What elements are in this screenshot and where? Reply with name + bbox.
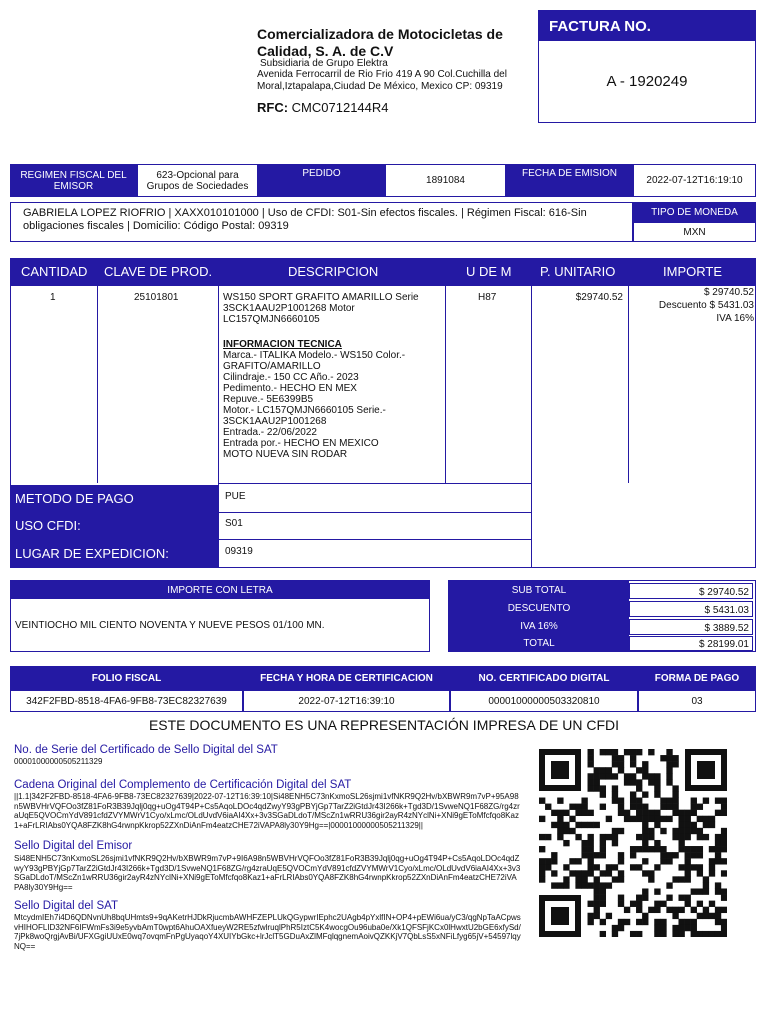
col-unitario: P. UNITARIO (540, 264, 616, 279)
items-header (10, 258, 756, 285)
uso-label: USO CFDI: (10, 512, 218, 539)
forma-label: FORMA DE PAGO (638, 666, 756, 690)
info-line: Pedimento.- HECHO EN MEX (223, 383, 357, 394)
item-importe (629, 286, 755, 325)
moneda-value: MXN (633, 222, 756, 242)
desc-line: LC157QMJN6660105 (223, 314, 320, 325)
pedido-value: 1891084 (385, 164, 506, 197)
col-descripcion: DESCRIPCION (288, 264, 379, 279)
total-value: $ 29740.52 (629, 583, 753, 599)
sat-label: Sello Digital del SAT (14, 900, 118, 912)
col-cantidad: CANTIDAD (21, 264, 88, 279)
total-value: $ 3889.52 (629, 619, 753, 635)
receptor-info: GABRIELA LOPEZ RIOFRIO | XAXX010101000 | Uso de CFDI: S01-Sin efectos fiscales. | Régimen Fiscal: 616-Sin obligaciones fiscales | Domicilio: Código Postal: 09319 (10, 202, 633, 242)
desc-line: WS150 SPORT GRAFITO AMARILLO Serie (223, 292, 419, 303)
folio-label: FOLIO FISCAL (10, 666, 243, 690)
invoice-label: FACTURA NO. (539, 11, 755, 41)
info-tecnica-title: INFORMACION TECNICA (223, 339, 342, 350)
lugar-label: LUGAR DE EXPEDICION: (10, 539, 218, 568)
invoice-number: A - 1920249 (606, 73, 688, 90)
emisor-label: Sello Digital del Emisor (14, 840, 133, 852)
importe-letra-value: VEINTIOCHO MIL CIENTO NOVENTA Y NUEVE PESOS 01/100 MN. (15, 620, 325, 631)
item-unitario: $29740.52 (575, 292, 623, 303)
nocert-label: NO. CERTIFICADO DIGITAL (450, 666, 638, 690)
info-line: Entrada por.- HECHO EN MEXICO (223, 438, 379, 449)
invoice-number-box (538, 10, 756, 123)
metodo-label: METODO DE PAGO (10, 485, 218, 512)
info-line: Cilindraje.- 150 CC Año.- 2023 (223, 372, 359, 383)
item-clave: 25101801 (134, 292, 179, 303)
address-line2: Moral,Iztapalapa,Ciudad De México, Mexico CP: 09319 (257, 81, 503, 92)
cadena-value: ||1.1|342F2FBD-8518-4FA6-9FB8-73EC82327639|2022-07-12T16:39:10|Si48ENH5C73nKxmoSL26sjmi1vfNKR9Q2Hv/bXBWR9m7vP+95A98n5WBVHrVQFOo3fZ81FoR3B39Jqlj0qg+uOg4T94P+Cs5AqoLDOc4qdZwyY93gPBYjGp7TarZ2iGtdJr43I266k+Tgd3D/1SvweNQ1F68ZG/rg4zraUqE5QVOCmYdV891cfdZVYMWrV1Cyo/xLmc/OLdUvdV6iaAI4Xx+3v3SGaDLdoT/MScZn1wRRU36gir2ayR4zNYclNi+XNi9gEToMfcfqo8Kaz1+aFrLRIAbs0YQA8FZK8hG4rwnpKkrop52ZXnDiAnFm4eatzCHE72iVAPA8ly30Y9Hg==|00001000000505211329|| (14, 792, 520, 830)
info-line: 3SCK1AAU2P1001268 (223, 416, 327, 427)
info-line: Repuve.- 5E6399B5 (223, 394, 314, 405)
company-address (257, 69, 507, 93)
regimen-label: REGIMEN FISCAL DEL EMISOR (10, 164, 137, 197)
total-row (449, 581, 755, 599)
importe-letra-box (10, 580, 430, 652)
company-rfc (257, 100, 389, 115)
importe-line: IVA 16% (716, 313, 754, 324)
total-label: IVA 16% (449, 617, 629, 635)
info-line: Entrada.- 22/06/2022 (223, 427, 317, 438)
fecha-cert-value: 2022-07-12T16:39:10 (243, 690, 450, 712)
total-value: $ 5431.03 (629, 601, 753, 617)
cadena-label: Cadena Original del Complemento de Certificación Digital del SAT (14, 779, 352, 791)
sat-value: MtcydmIEh7i4D6QDNvnUh8bqUHmts9+9qAKetrHJDkRjucmbAWHFZEPLUkQGypwrIEphc2UAgb4pYxlfIN+OP4+pEWi6ua/yC3/qgNpTaACpwsvHIHOFLID32NF6IFWmFs3i9e5yvbAmT0wpt6AhuOAXfueyW2RE5zfwlruqlPhR5IztC5K4wocgOu96uba0e/Xk1QFSFjKCx0lHwxtU2bGE6xfySd/7jPk8woQrgjAvBi/UFXGgiUUxE0wq7ovqmFnPgUyaqoY4XUIYbGkc+lrJclT5GDuAxZlMFqlqgnemAoivQZKKjV7QbLsS5xNFiLfyg65jV+54597lqyNQ== (14, 913, 521, 951)
col-udem: U DE M (466, 264, 512, 279)
pedido-label: PEDIDO (258, 164, 385, 197)
company-name-line2: Calidad, S. A. de C.V (257, 43, 394, 59)
emisor-value: Si48ENH5C73nKxmoSL26sjmi1vfNKR9Q2Hv/bXBWR9m7vP+9I6A98n5WBVHrVQFOo3fZ81FoR3B39Jqlj0qg+uOg4T94P+Cs5AqoLDOc4qdZwyY93gPBYjGp7TarZ2iGtdJr43I266k+Tgd3D/1SvweNQ1F68ZG/rg4zraUqE5QVOCmYdV891cfdZVYMWrV1Cyo/xLmc/OLdUvdV6iaAI4Xx+3v3SGaDLdoT/MScZn1wRRU36gir2ayR4zNYclNi+XNi9gEToMfcfqo8Kaz1+aFrLRIAbs0YQA8FZK8hG4rwnpKkrop52ZXnDiAnFm4eatzCHE72iVAPA8ly30Y9Hg== (14, 854, 521, 892)
col-clave: CLAVE DE PROD. (104, 264, 213, 279)
address-line1: Avenida Ferrocarril de Rio Frio 419 A 90 Col.Cuchilla del (257, 69, 507, 80)
item-descripcion (223, 292, 419, 460)
item-cantidad: 1 (50, 292, 56, 303)
total-row (449, 599, 755, 617)
importe-line: $ 29740.52 (703, 287, 754, 298)
fecha-cert-label: FECHA Y HORA DE CERTIFICACION (243, 666, 450, 690)
serie-label: No. de Serie del Certificado de Sello Digital del SAT (14, 744, 278, 756)
metodo-value: PUE (225, 491, 246, 502)
totals-box (448, 580, 756, 652)
fecha-emision-value: 2022-07-12T16:19:10 (633, 164, 756, 197)
info-line: MOTO NUEVA SIN RODAR (223, 449, 348, 460)
folio-value: 342F2FBD-8518-4FA6-9FB8-73EC82327639 (10, 690, 243, 712)
info-line: GRAFITO/AMARILLO (223, 361, 321, 372)
serie-value: 00001000000505211329 (14, 757, 103, 766)
fecha-emision-label: FECHA DE EMISION (506, 164, 633, 197)
total-label: TOTAL (449, 635, 629, 651)
total-row (449, 617, 755, 635)
total-value: $ 28199.01 (629, 636, 753, 651)
company-name-line1: Comercializadora de Motocicletas de (257, 26, 503, 42)
regimen-value: 623-Opcional para Grupos de Sociedades (137, 164, 258, 197)
qr-code (539, 749, 727, 937)
total-label: SUB TOTAL (449, 581, 629, 599)
desc-line: 3SCK1AAU2P1001268 Motor (223, 303, 355, 314)
info-line: Motor.- LC157QMJN6660105 Serie.- (223, 405, 386, 416)
total-label: DESCUENTO (449, 599, 629, 617)
company-name (257, 26, 503, 60)
col-importe: IMPORTE (663, 264, 722, 279)
importe-letra-label: IMPORTE CON LETRA (11, 581, 429, 599)
info-line: Marca.- ITALIKA Modelo.- WS150 Color.- (223, 350, 406, 361)
total-row (449, 635, 755, 651)
rfc-value: CMC0712144R4 (291, 100, 389, 115)
item-udem: H87 (478, 292, 497, 303)
company-subsidiary: Subsidiaria de Grupo Elektra (260, 58, 388, 69)
moneda-label: TIPO DE MONEDA (633, 202, 756, 222)
cfdi-title: ESTE DOCUMENTO ES UNA REPRESENTACIÓN IMPRESA DE UN CFDI (148, 717, 620, 733)
uso-value: S01 (225, 518, 243, 529)
nocert-value: 00001000000503320810 (450, 690, 638, 712)
importe-line: Descuento $ 5431.03 (658, 300, 754, 311)
lugar-value: 09319 (225, 546, 253, 557)
rfc-label: RFC: (257, 100, 289, 115)
forma-value: 03 (638, 690, 756, 712)
